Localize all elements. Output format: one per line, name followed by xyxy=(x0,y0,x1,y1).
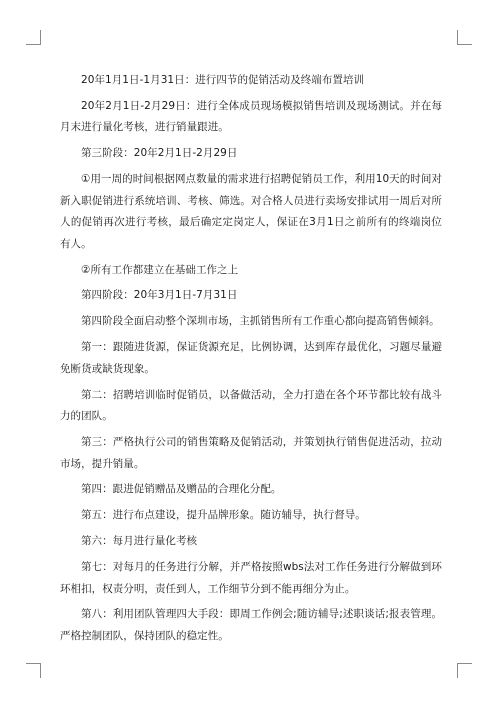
paragraph-item-fifth: 第五：进行布点建设，提升品牌形象。随访辅导，执行督导。 xyxy=(81,509,366,522)
document-body xyxy=(60,70,442,652)
paragraph-phase-four-heading: 第四阶段：20年3月1日-7月31日 xyxy=(81,289,238,302)
paragraph-item-first: 第一：跟随进货源，保证货源充足，比例协调，达到库存最优化，习题尽量避免断货或缺货现象。 xyxy=(60,341,442,375)
paragraph-phase-four-summary: 第四阶段全面启动整个深圳市场，主抓销售所有工作重心都向提高销售倾斜。 xyxy=(81,315,440,328)
paragraph-item-third: 第三：严格执行公司的销售策略及促销活动，并策划执行销售促进活动，拉动市场，提升销量。 xyxy=(60,436,442,470)
crop-mark-top-right xyxy=(457,30,472,45)
paragraph-phase-three-heading: 第三阶段：20年2月1日-2月29日 xyxy=(81,147,238,160)
paragraph-schedule-february: 20年2月1日-2月29日：进行全体成员现场模拟销售培训及现场测试。并在每月末进行量化考核，进行销量跟进。 xyxy=(60,99,442,134)
crop-mark-bottom-left xyxy=(26,663,41,678)
paragraph-item-fourth: 第四：跟进促销赠品及赠品的合理化分配。 xyxy=(81,483,282,496)
paragraph-item-sixth: 第六：每月进行量化考核 xyxy=(81,535,198,548)
paragraph-phase-three-recruit: ①用一周的时间根据网点数量的需求进行招聘促销员工作，利用10天的时间对新入职促销进行系统培训、考核、筛选。对合格人员进行卖场安排试用一周后对所人的促销再次进行考核，最后确定定岗定人，保证在3月1日之前所有的终端岗位有人。 xyxy=(60,173,442,250)
paragraph-item-seventh: 第七：对每月的任务进行分解，并严格按照wbs法对工作任务进行分解做到环环相扣，权责分明，责任到人，工作细节分到不能再细分为止。 xyxy=(60,561,442,595)
paragraph-schedule-january: 20年1月1日-1月31日：进行四节的促销活动及终端布置培训 xyxy=(81,74,365,86)
crop-mark-bottom-right xyxy=(457,663,472,678)
paragraph-item-eighth: 第八：利用团队管理四大手段：即周工作例会;随访辅导;述职谈话;报表管理。严格控制团队，保持团队的稳定性。 xyxy=(60,608,442,642)
crop-mark-top-left xyxy=(26,30,41,45)
paragraph-item-second: 第二：招聘培训临时促销员，以备做活动，全力打造在各个环节都比较有战斗力的团队。 xyxy=(60,388,442,423)
paragraph-phase-three-foundation: ②所有工作都建立在基础工作之上 xyxy=(81,263,239,276)
